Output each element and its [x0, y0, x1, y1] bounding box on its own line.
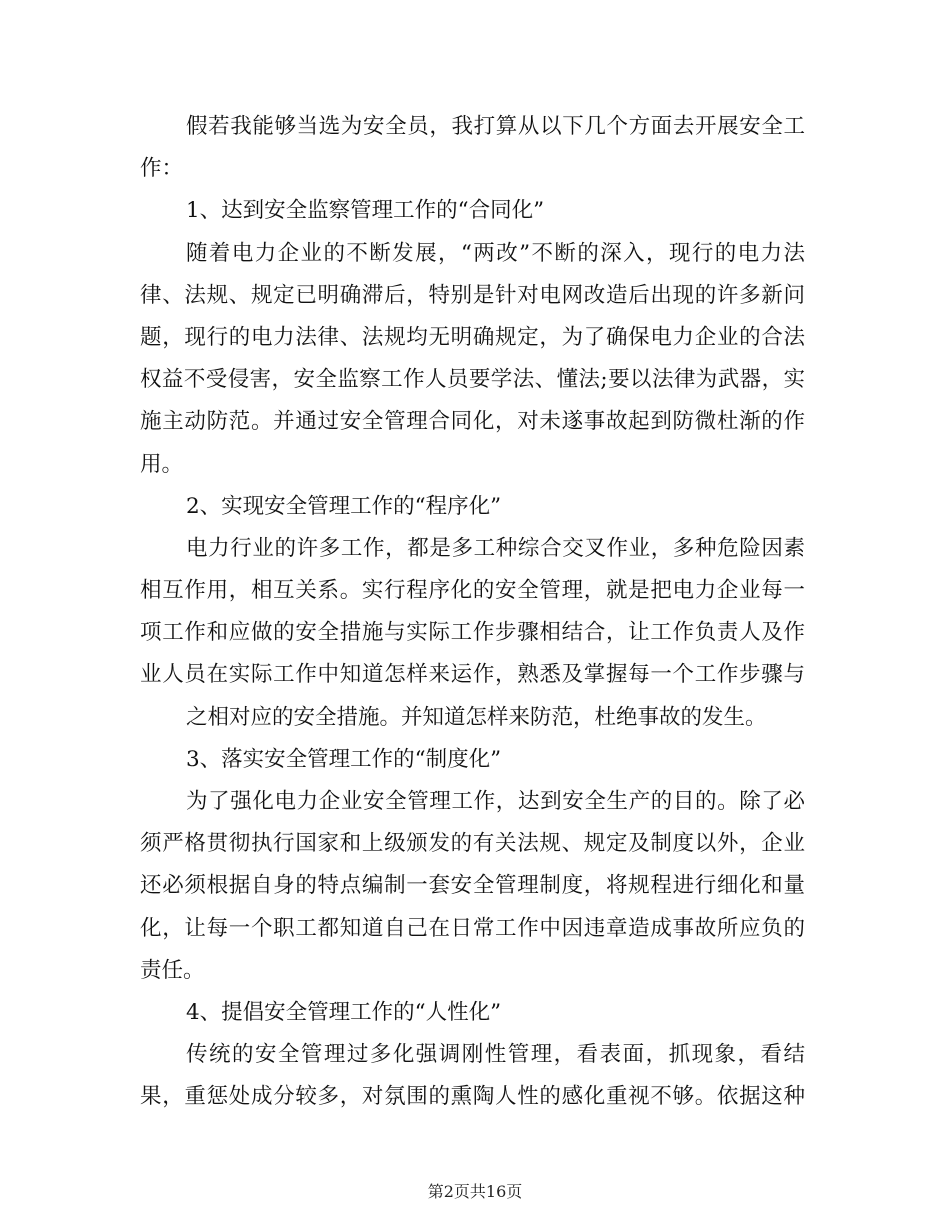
section-3-line-1: 为了强化电力企业安全管理工作，达到安全生产的目的。除了必: [186, 789, 805, 814]
section-3-line-2: 须严格贯彻执行国家和上级颁发的有关法规、规定及制度以外，企业: [140, 831, 805, 857]
section-1-line-3: 题，现行的电力法律、法规均无明确规定，为了确保电力企业的合法: [140, 324, 805, 350]
page-number-footer: 第2页共16页: [427, 1182, 523, 1201]
section-2-line-2: 相互作用，相互关系。实行程序化的安全管理，就是把电力企业每一: [140, 578, 805, 604]
section-1-line-5: 施主动防范。并通过安全管理合同化，对未遂事故起到防微杜渐的作: [140, 409, 805, 435]
section-1-line-1: 随着电力企业的不断发展，“两改”不断的深入，现行的电力法: [186, 240, 805, 266]
section-2-line-5: 之相对应的安全措施。并知道怎样来防范，杜绝事故的发生。: [186, 704, 767, 730]
section-3-line-3: 还必须根据自身的特点编制一套安全管理制度，将规程进行细化和量: [140, 873, 805, 899]
paragraph-intro-line-2: 作：: [140, 156, 184, 182]
section-1-line-6: 用。: [140, 451, 184, 477]
section-4-line-1: 传统的安全管理过多化强调刚性管理，看表面，抓现象，看结: [186, 1042, 805, 1068]
section-heading-4: 4、提倡安全管理工作的“人性化”: [186, 999, 502, 1025]
section-heading-1: 1、达到安全监察管理工作的“合同化”: [186, 198, 545, 224]
section-1-line-2: 律、法规、规定已明确滞后，特别是针对电网改造后出现的许多新问: [140, 282, 805, 308]
section-3-line-5: 责任。: [140, 957, 205, 983]
section-2-line-3: 项工作和应做的安全措施与实际工作步骤相结合，让工作负责人及作: [140, 620, 805, 646]
paragraph-intro-line-1: 假若我能够当选为安全员，我打算从以下几个方面去开展安全工: [186, 114, 805, 139]
section-heading-3: 3、落实安全管理工作的“制度化”: [186, 746, 502, 772]
section-heading-2: 2、实现安全管理工作的“程序化”: [186, 493, 502, 519]
document-body: [140, 106, 805, 1119]
section-2-line-4: 业人员在实际工作中知道怎样来运作，熟悉及掌握每一个工作步骤与: [140, 662, 805, 688]
section-3-line-4: 化，让每一个职工都知道自己在日常工作中因违章造成事故所应负的: [140, 915, 805, 941]
section-1-line-4: 权益不受侵害，安全监察工作人员要学法、懂法;要以法律为武器，实: [140, 367, 805, 393]
section-2-line-1: 电力行业的许多工作，都是多工种综合交叉作业，多种危险因素: [186, 535, 805, 561]
section-4-line-2: 果，重惩处成分较多，对氛围的熏陶人性的感化重视不够。依据这种: [140, 1084, 805, 1110]
